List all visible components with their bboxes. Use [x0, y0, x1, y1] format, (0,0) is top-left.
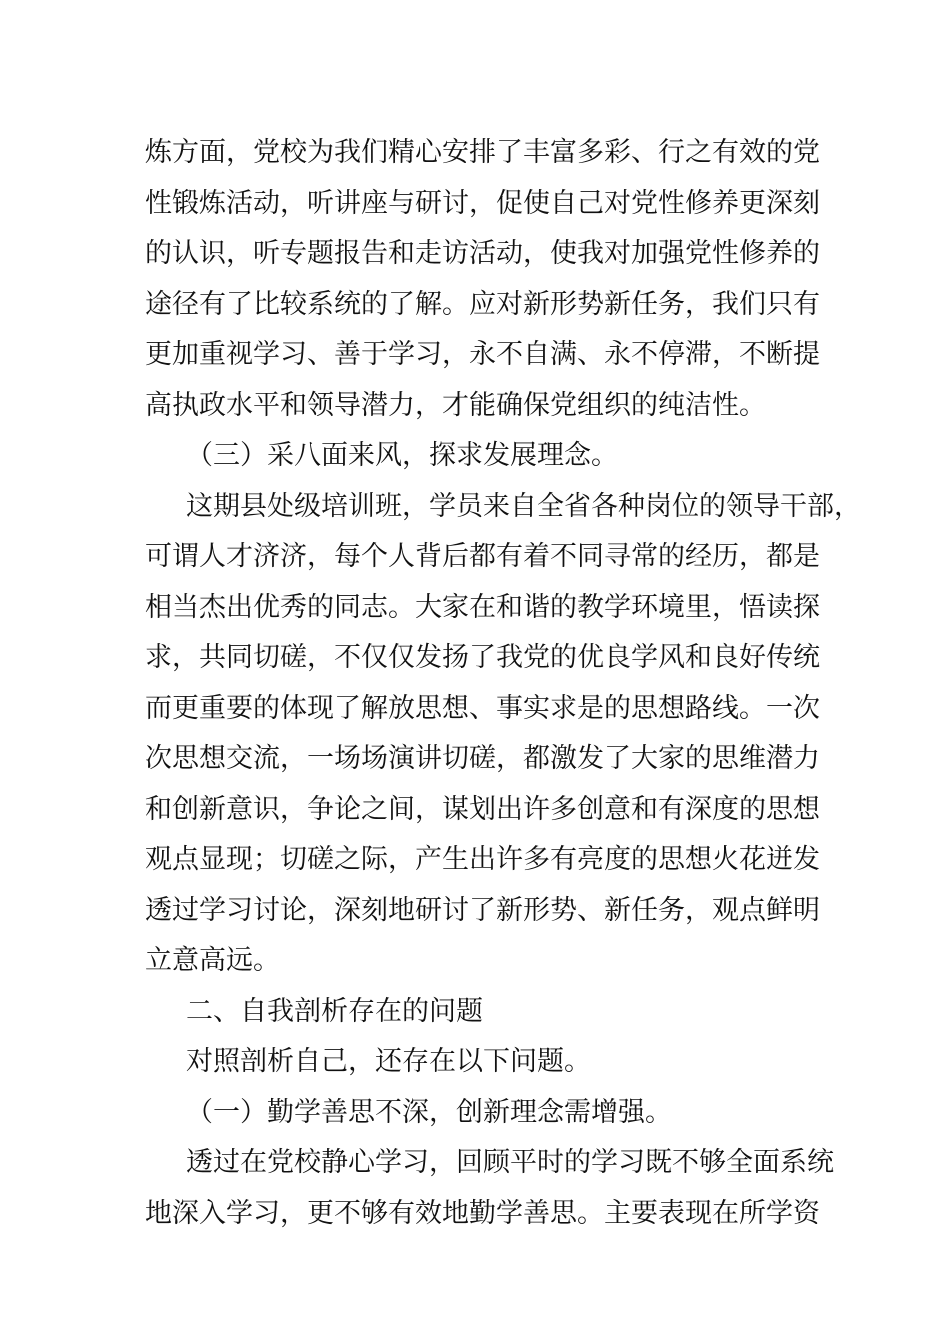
text-line: 炼方面，党校为我们精心安排了丰富多彩、行之有效的党 — [145, 137, 820, 168]
section-heading: （一）勤学善思不深，创新理念需增强。 — [186, 1096, 672, 1128]
paragraph-first-line: 对照剖析自己，还存在以下问题。 — [186, 1046, 591, 1077]
text-line: 而更重要的体现了解放思想、事实求是的思想路线。一次 — [145, 692, 820, 724]
paragraph-first-line: 透过在党校静心学习，回顾平时的学习既不够全面系统 — [186, 1147, 834, 1178]
text-line: 的认识，听专题报告和走访活动，使我对加强党性修养的 — [145, 238, 820, 269]
text-line: 高执政水平和领导潜力，才能确保党组织的纯洁性。 — [145, 389, 766, 421]
text-line: 地深入学习，更不够有效地勤学善思。主要表现在所学资 — [145, 1197, 820, 1229]
text-line: 观点显现；切磋之际，产生出许多有亮度的思想火花迸发 — [145, 844, 820, 875]
section-heading: （三）采八面来风，探求发展理念。 — [186, 440, 618, 471]
text-line: 性锻炼活动，听讲座与研讨，促使自己对党性修养更深刻 — [145, 187, 820, 219]
text-line: 求，共同切磋，不仅仅发扬了我党的优良学风和良好传统 — [145, 642, 820, 673]
paragraph-first-line: 这期县处级培训班，学员来自全省各种岗位的领导干部， — [186, 490, 861, 522]
text-line: 途径有了比较系统的了解。应对新形势新任务，我们只有 — [145, 288, 820, 320]
chapter-heading: 二、自我剖析存在的问题 — [186, 995, 483, 1027]
document-body — [145, 128, 861, 1239]
text-line: 立意高远。 — [145, 945, 280, 976]
text-line: 透过学习讨论，深刻地研讨了新形势、新任务，观点鲜明 — [145, 894, 820, 926]
text-line: 可谓人才济济，每个人背后都有着不同寻常的经历，都是 — [145, 541, 820, 572]
text-line: 次思想交流，一场场演讲切磋，都激发了大家的思维潜力 — [145, 743, 820, 774]
text-line: 和创新意识，争论之间，谋划出许多创意和有深度的思想 — [145, 793, 820, 825]
text-line: 更加重视学习、善于学习，永不自满、永不停滞，不断提 — [145, 339, 820, 370]
text-line: 相当杰出优秀的同志。大家在和谐的教学环境里，悟读探 — [145, 591, 820, 623]
